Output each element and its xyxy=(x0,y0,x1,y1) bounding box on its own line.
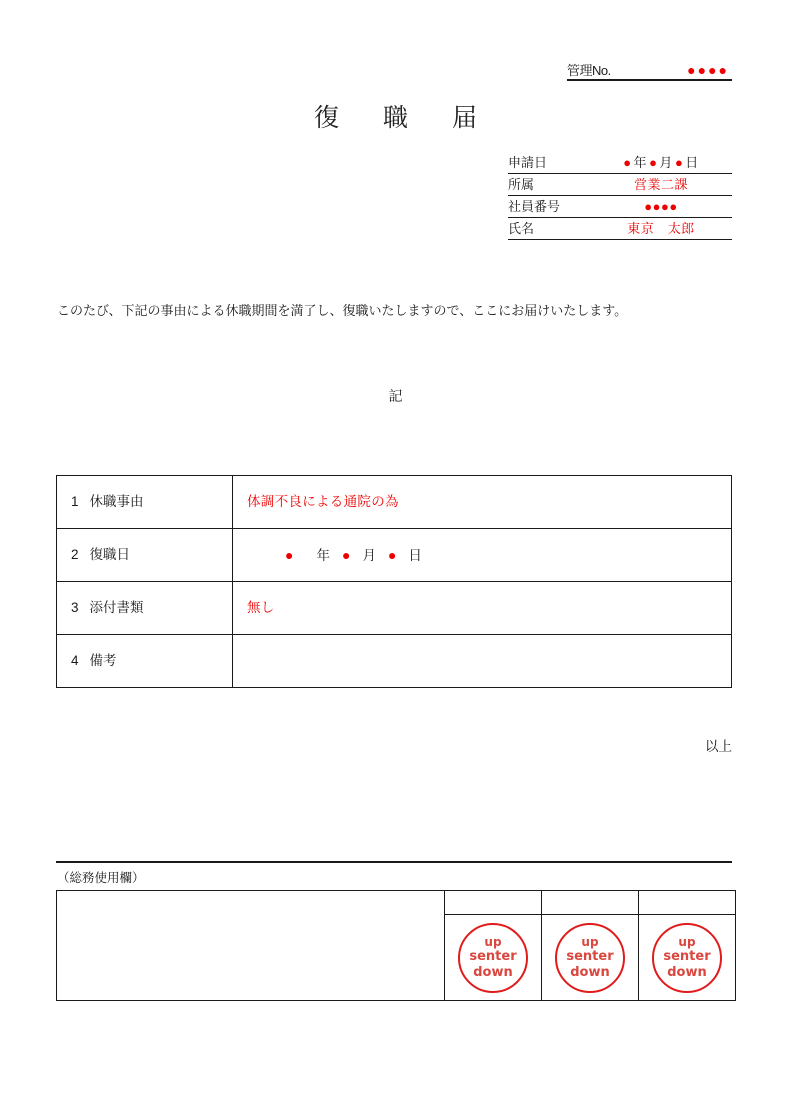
table-row xyxy=(508,218,732,240)
admin-section-divider xyxy=(56,861,732,863)
return-date-month-dot: ● xyxy=(341,546,351,563)
return-date-month-unit: 月 xyxy=(362,547,376,563)
item-label-text: 添付書類 xyxy=(89,600,144,615)
item-label-text: 復職日 xyxy=(89,547,131,562)
seal-text-up: up xyxy=(581,935,599,950)
item-value-remarks xyxy=(233,635,732,688)
item-number: 1 xyxy=(71,494,79,509)
info-value-employee-number: ●●●● xyxy=(590,196,732,218)
seal-text-down: down xyxy=(473,964,513,980)
item-label-remarks xyxy=(57,635,233,688)
applicant-info-table xyxy=(508,152,732,240)
seal-text-up: up xyxy=(484,935,502,950)
hanko-seal-icon xyxy=(458,923,528,993)
date-month-dot: ● xyxy=(649,155,658,170)
info-label-application-date: 申請日 xyxy=(508,152,590,174)
admin-notes-cell xyxy=(57,891,445,1001)
control-number-label: 管理No. xyxy=(567,63,611,78)
closing-mark: 以上 xyxy=(705,739,732,754)
seal-text-center: senter xyxy=(566,949,614,965)
items-table xyxy=(56,475,732,688)
info-value-name: 東京 太郎 xyxy=(590,218,732,240)
item-label-leave-reason xyxy=(57,476,233,529)
approval-seal-cell-1 xyxy=(445,915,542,1001)
date-month-unit: 月 xyxy=(659,155,673,170)
approval-header-cell-2 xyxy=(542,891,639,915)
table-row xyxy=(57,529,732,582)
body-paragraph: このたび、下記の事由による休職期間を満了し、復職いたしますので、ここにお届けいたします。 xyxy=(57,303,628,318)
table-row xyxy=(57,476,732,529)
seal-text-down: down xyxy=(667,964,707,980)
table-row xyxy=(57,635,732,688)
table-row xyxy=(508,196,732,218)
item-label-attachments xyxy=(57,582,233,635)
return-date-day-dot: ● xyxy=(387,546,397,563)
seal-text-down: down xyxy=(570,964,610,980)
date-day-dot: ● xyxy=(674,155,684,170)
seal-text-up: up xyxy=(678,935,696,950)
return-date-day-unit: 日 xyxy=(408,547,422,563)
info-label-department: 所属 xyxy=(508,174,590,196)
return-date-year-dot: ● xyxy=(285,546,294,563)
table-row xyxy=(508,174,732,196)
control-number-value: ●●●● xyxy=(687,62,729,78)
item-value-leave-reason: 体調不良による通院の為 xyxy=(233,476,732,529)
ki-marker: 記 xyxy=(388,388,403,404)
table-row xyxy=(57,582,732,635)
item-value-attachments: 無し xyxy=(233,582,732,635)
approval-seal-cell-2 xyxy=(542,915,639,1001)
hanko-seal-icon xyxy=(555,923,625,993)
return-date-year-unit: 年 xyxy=(316,547,330,563)
approval-seal-cell-3 xyxy=(639,915,736,1001)
date-year-unit: 年 xyxy=(633,155,648,170)
item-number: 3 xyxy=(71,600,79,615)
page-title: 復職届 xyxy=(313,104,521,132)
admin-section-caption: （総務使用欄） xyxy=(57,871,145,885)
info-value-application-date xyxy=(590,152,732,174)
approval-header-cell-3 xyxy=(639,891,736,915)
item-value-return-date xyxy=(233,529,732,582)
table-row xyxy=(508,152,732,174)
item-number: 2 xyxy=(71,547,79,562)
seal-text-center: senter xyxy=(469,949,517,965)
control-number-field xyxy=(567,63,732,81)
hanko-seal-icon xyxy=(652,923,722,993)
item-label-text: 備考 xyxy=(89,653,117,668)
info-value-department: 営業二課 xyxy=(590,174,732,196)
info-label-name: 氏名 xyxy=(508,218,590,240)
table-row xyxy=(57,891,736,915)
item-label-return-date xyxy=(57,529,233,582)
item-number: 4 xyxy=(71,653,79,668)
info-label-employee-number: 社員番号 xyxy=(508,196,590,218)
approval-header-cell-1 xyxy=(445,891,542,915)
item-label-text: 休職事由 xyxy=(89,494,144,509)
date-year-dot: ● xyxy=(623,155,632,170)
admin-approval-table xyxy=(56,890,736,1001)
date-day-unit: 日 xyxy=(685,155,699,170)
seal-text-center: senter xyxy=(663,949,711,965)
